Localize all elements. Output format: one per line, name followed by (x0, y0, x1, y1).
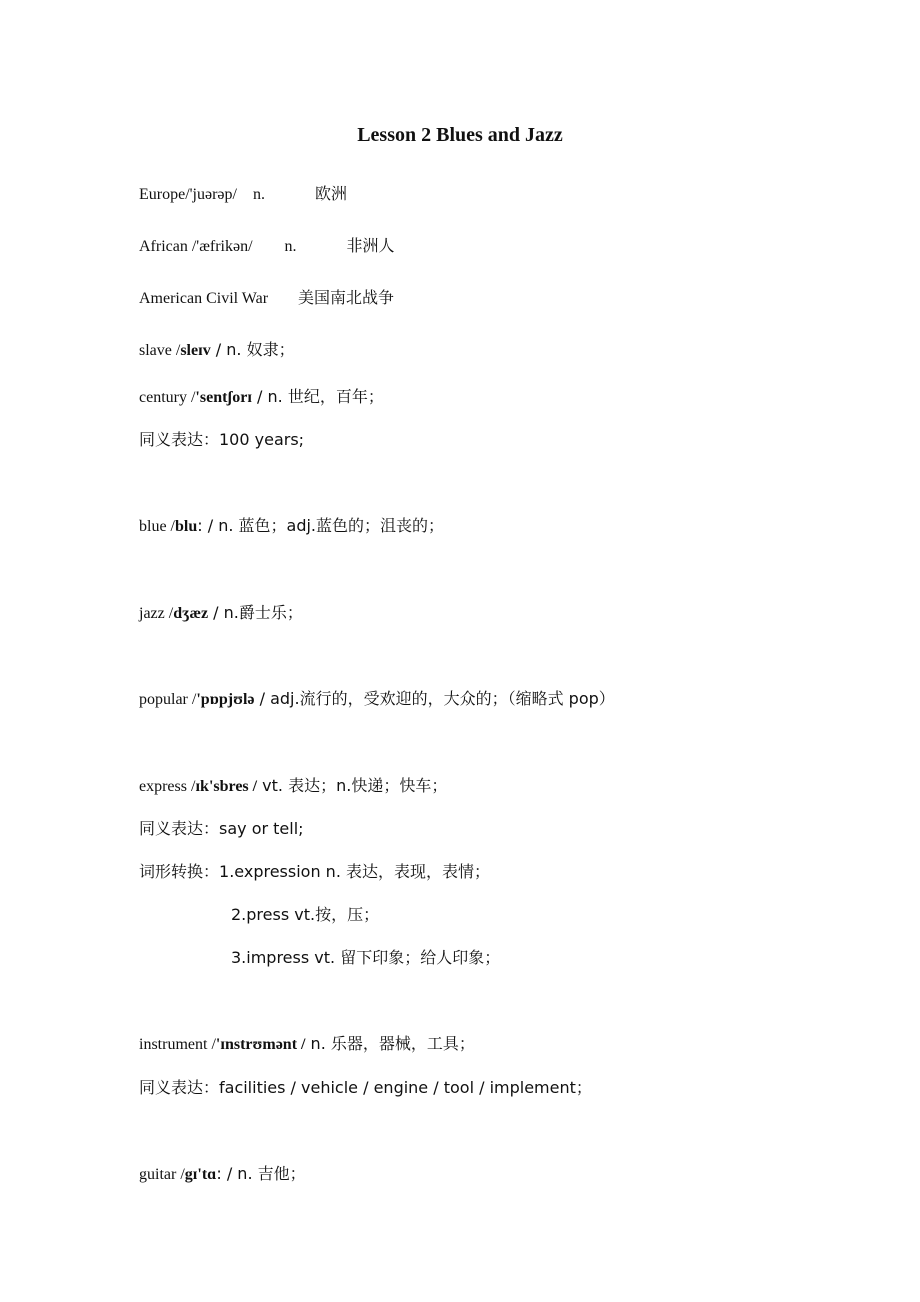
instrument-synonyms: 同义表达：facilities / vehicle / engine / tool / implement； (139, 1078, 592, 1097)
entry-word: jazz / (139, 605, 174, 622)
entry-definition: / n.爵士乐； (208, 603, 303, 622)
entry-phonetic: gɪ'tɑ (184, 1166, 217, 1183)
entry-slave (139, 340, 295, 361)
entry-jazz (139, 603, 303, 624)
entry-word: instrument / (139, 1036, 216, 1053)
page-title: Lesson 2 Blues and Jazz (357, 124, 563, 146)
entry-guitar (139, 1164, 306, 1185)
entry-phonetic: dʒæz (173, 605, 209, 622)
entry-phonetic: 'ɪnstrʊmənt / (215, 1036, 306, 1053)
entry-phonetic: blu (175, 518, 198, 535)
forms-item: 3.impress vt. 留下印象；给人印象； (231, 948, 501, 967)
entry-meaning: 美国南北战争 (298, 288, 395, 307)
entry-word: Europe/'juərəp/ (139, 186, 237, 203)
entry-word: slave / (139, 342, 181, 359)
entry-word: American Civil War (139, 290, 269, 307)
entry-pos: n. (284, 238, 297, 255)
entry-civil-war (139, 288, 394, 309)
entry-definition: n. 乐器，器械，工具； (305, 1034, 475, 1053)
entry-instrument (139, 1034, 475, 1055)
entry-phonetic: 'pɒpjʊlə (196, 691, 255, 708)
century-synonyms: 同义表达：100 years; (139, 430, 305, 449)
entry-meaning: 非洲人 (346, 236, 395, 255)
entry-definition: / adj.流行的，受欢迎的，大众的；（缩略式 pop） (254, 689, 615, 708)
entry-definition: / n. 世纪，百年； (251, 387, 384, 406)
entry-african (139, 236, 395, 257)
entry-phonetic: sleɪv (180, 342, 211, 359)
entry-word: express / (139, 778, 196, 795)
forms-item: 2.press vt.按，压； (231, 905, 380, 924)
entry-phonetic: 'sentʃorɪ (195, 389, 252, 406)
entry-century (139, 387, 384, 408)
entry-word: popular / (139, 691, 197, 708)
entry-phonetic: ɪk'sbres / (195, 778, 258, 795)
entry-express (139, 776, 447, 797)
entry-definition: / n. 奴隶； (210, 340, 295, 359)
entry-definition: : / n. 吉他； (216, 1164, 306, 1183)
entry-word: guitar / (139, 1166, 185, 1183)
entry-popular (139, 689, 615, 710)
forms-item: 1.expression n. 表达，表现，表情； (219, 862, 490, 881)
entry-word: African /'æfrikən/ (139, 238, 253, 255)
express-forms-line1 (139, 862, 490, 882)
entry-meaning: 欧洲 (314, 184, 347, 203)
entry-word: century / (139, 389, 196, 406)
entry-word: blue / (139, 518, 175, 535)
entry-definition: : / n. 蓝色；adj.蓝色的；沮丧的； (197, 516, 445, 535)
entry-europe (139, 184, 347, 205)
entry-blue (139, 516, 444, 537)
express-synonyms: 同义表达：say or tell; (139, 819, 304, 838)
forms-label: 词形转换： (139, 862, 220, 881)
entry-definition: vt. 表达；n.快递；快车； (257, 776, 448, 795)
entry-pos: n. (252, 186, 265, 203)
